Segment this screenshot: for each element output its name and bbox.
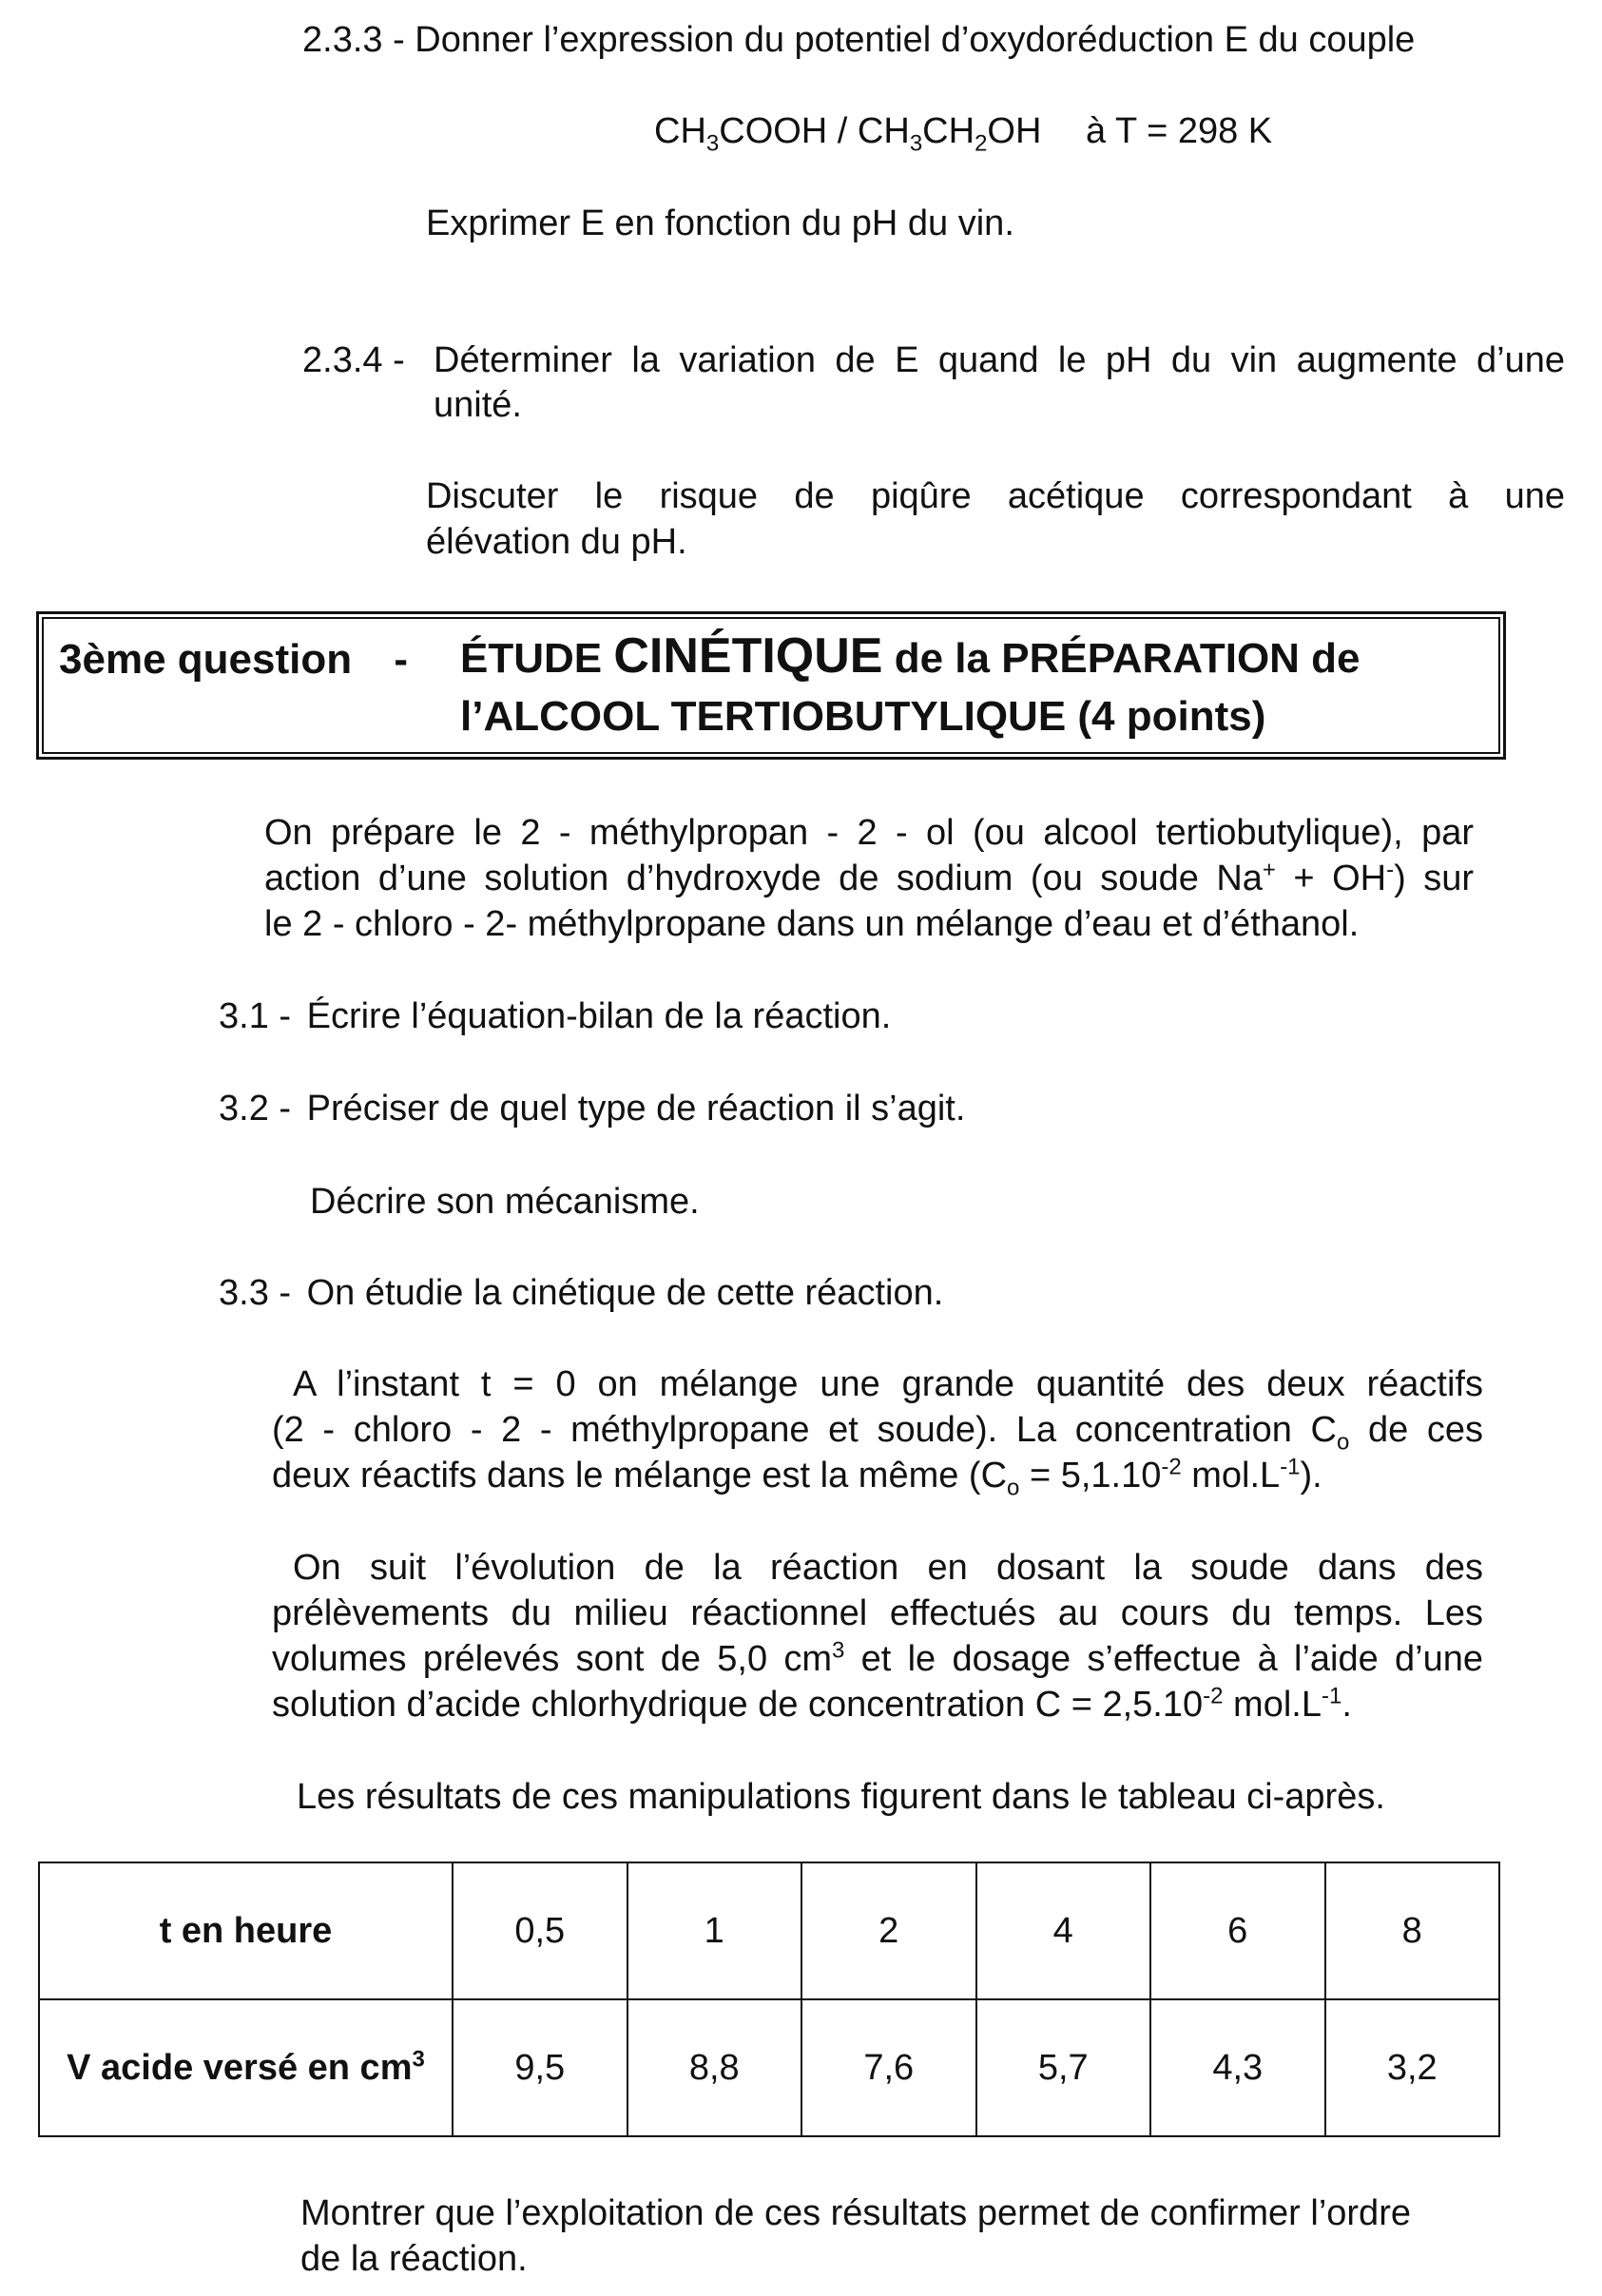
row-header-volume: V acide versé en $cm^3$ xyxy=(39,1999,453,2136)
q33-p2-line2: prélèvements du milieu réactionnel effectués au cours du temps. Les xyxy=(272,1593,1483,1633)
question-2-3-3-line2: Exprimer E en fonction du pH du vin. xyxy=(426,203,1014,243)
section-3-title-line2: l’ALCOOL TERTIOBUTYLIQUE (4 points) xyxy=(460,693,1266,740)
table-cell: 4,3 xyxy=(1150,1999,1325,2136)
couple-formula: $CH_3COOH / CH_3CH_2OH$ à T = 298 K xyxy=(654,111,1273,157)
table-cell: 5,7 xyxy=(976,1999,1151,2136)
question-2-3-3 xyxy=(302,17,1415,63)
question-3-1: 3.1 - Écrire l’équation-bilan de la réaction. xyxy=(219,996,892,1036)
table-cell: 8 xyxy=(1325,1862,1500,1999)
conclusion-line2: de la réaction. xyxy=(300,2239,528,2279)
q33-p3: Les résultats de ces manipulations figurent dans le tableau ci-après. xyxy=(297,1777,1385,1817)
question-3-3: 3.3 - On étudie la cinétique de cette réaction. xyxy=(219,1273,944,1313)
table-cell: 6 xyxy=(1150,1862,1325,1999)
question-2-3-4-line1b: unité. xyxy=(434,385,522,425)
question-2-3-4-line1: Déterminer la variation de E quand le pH du vin augmente d’une xyxy=(434,340,1565,380)
q33-p1-line2: (2 - chloro - 2 - méthylpropane et soude). La concentration $C_o$ de ces xyxy=(272,1410,1483,1456)
q33-p2-line4: solution d’acide chlorhydrique de concentration $C = 2,5.10^{-2}$ $mol.L^{-1}$. xyxy=(272,1683,1352,1725)
intro-line1: On prépare le 2 - méthylpropan - 2 - ol (ou alcool tertiobutylique), par xyxy=(264,813,1474,853)
table-cell: 8,8 xyxy=(627,1999,802,2136)
temperature: à T = 298 K xyxy=(1085,111,1273,151)
conclusion-line1: Montrer que l’exploitation de ces résultats permet de confirmer l’ordre xyxy=(300,2193,1411,2233)
table-row xyxy=(39,1999,1499,2136)
row-header-time: t en heure xyxy=(39,1862,453,1999)
question-number: 2.3.3 - xyxy=(302,20,405,60)
table-cell: 2 xyxy=(801,1862,976,1999)
q33-p1-line3: deux réactifs dans le mélange est la même ($C_o = 5,1.10^{-2}$ $mol.L^{-1}$). xyxy=(272,1454,1322,1501)
intro-line3: le 2 - chloro - 2- méthylpropane dans un mélange d’eau et d’éthanol. xyxy=(264,904,1360,944)
intro-line2: action d’une solution d’hydroxyde de sodium (ou soude Na+ + OH-) sur xyxy=(264,857,1475,898)
table-row xyxy=(39,1862,1499,1999)
results-table xyxy=(38,1862,1500,2137)
question-3-2: 3.2 - Préciser de quel type de réaction il s’agit. xyxy=(219,1089,966,1129)
table-cell: 9,5 xyxy=(453,1999,627,2136)
q33-p2-line1: On suit l’évolution de la réaction en dosant la soude dans des xyxy=(293,1548,1483,1588)
section-3-title-line1: ÉTUDE CINÉTIQUE de la PRÉPARATION de xyxy=(460,628,1361,684)
table-cell: 4 xyxy=(976,1862,1151,1999)
table-cell: 3,2 xyxy=(1325,1999,1500,2136)
question-3-2-line2: Décrire son mécanisme. xyxy=(310,1182,700,1222)
table-cell: 7,6 xyxy=(801,1999,976,2136)
question-text: Donner l’expression du potentiel d’oxydoréduction E du couple xyxy=(415,20,1416,60)
table-cell: 0,5 xyxy=(453,1862,627,1999)
q33-p1-line1: A l’instant t = 0 on mélange une grande quantité des deux réactifs xyxy=(293,1364,1483,1404)
section-3-label: 3ème question - xyxy=(59,636,408,683)
question-2-3-4-line2b: élévation du pH. xyxy=(426,522,687,562)
question-2-3-4-line2: Discuter le risque de piqûre acétique correspondant à une xyxy=(426,476,1565,516)
table-cell: 1 xyxy=(627,1862,802,1999)
q33-p2-line3: volumes prélevés sont de 5,0 $cm^3$ et le dosage s’effectue à l’aide d’une xyxy=(272,1637,1483,1679)
question-number-2-3-4: 2.3.4 - xyxy=(302,340,405,380)
